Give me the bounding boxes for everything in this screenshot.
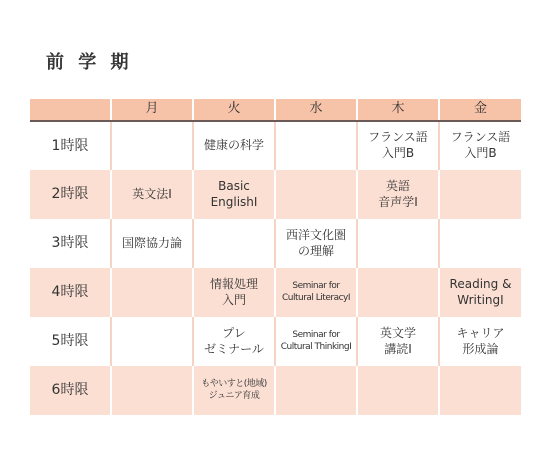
- class-cell-wed: 西洋文化圏 の理解: [275, 219, 357, 268]
- period-row-3: [30, 219, 521, 268]
- class-cell-wed: Seminar for Cultural LiteracyⅠ: [275, 268, 357, 317]
- period-row-5: [30, 317, 521, 366]
- class-cell-thu: [357, 366, 439, 415]
- class-cell-mon: [111, 366, 193, 415]
- class-cell-wed: [275, 366, 357, 415]
- class-cell-fri: Reading & WritingⅠ: [439, 268, 521, 317]
- class-cell-mon: [111, 317, 193, 366]
- class-cell-fri: [439, 366, 521, 415]
- class-cell-fri: フランス語 入門B: [439, 121, 521, 170]
- class-cell-tue: もやいすと(地域) ジュニア育成: [193, 366, 275, 415]
- timetable: [30, 99, 521, 415]
- class-cell-fri: [439, 219, 521, 268]
- class-cell-fri: キャリア 形成論: [439, 317, 521, 366]
- class-cell-fri: [439, 170, 521, 219]
- day-header-tue: 火: [193, 99, 275, 121]
- class-cell-thu: [357, 268, 439, 317]
- page-title: 前 学 期: [46, 52, 133, 73]
- class-cell-mon: 英文法Ⅰ: [111, 170, 193, 219]
- class-cell-tue: 情報処理 入門: [193, 268, 275, 317]
- day-header-fri: 金: [439, 99, 521, 121]
- period-label: 2時限: [30, 170, 111, 219]
- day-header-mon: 月: [111, 99, 193, 121]
- class-cell-thu: フランス語 入門B: [357, 121, 439, 170]
- class-cell-thu: [357, 219, 439, 268]
- day-header-wed: 水: [275, 99, 357, 121]
- class-cell-tue: プレ ゼミナール: [193, 317, 275, 366]
- class-cell-thu: 英語 音声学Ⅰ: [357, 170, 439, 219]
- class-cell-wed: Seminar for Cultural ThinkingⅠ: [275, 317, 357, 366]
- class-cell-tue: 健康の科学: [193, 121, 275, 170]
- header-corner: [30, 99, 111, 121]
- class-cell-mon: [111, 268, 193, 317]
- period-row-1: [30, 121, 521, 170]
- class-cell-wed: [275, 170, 357, 219]
- class-cell-wed: [275, 121, 357, 170]
- period-row-2: [30, 170, 521, 219]
- period-row-4: [30, 268, 521, 317]
- period-label: 3時限: [30, 219, 111, 268]
- class-cell-tue: Basic EnglishⅠ: [193, 170, 275, 219]
- period-label: 4時限: [30, 268, 111, 317]
- timetable-header-row: [30, 99, 521, 121]
- class-cell-tue: [193, 219, 275, 268]
- period-label: 6時限: [30, 366, 111, 415]
- day-header-thu: 木: [357, 99, 439, 121]
- class-cell-mon: 国際協力論: [111, 219, 193, 268]
- class-cell-mon: [111, 121, 193, 170]
- period-label: 1時限: [30, 121, 111, 170]
- class-cell-thu: 英文学 講読Ⅰ: [357, 317, 439, 366]
- period-row-6: [30, 366, 521, 415]
- period-label: 5時限: [30, 317, 111, 366]
